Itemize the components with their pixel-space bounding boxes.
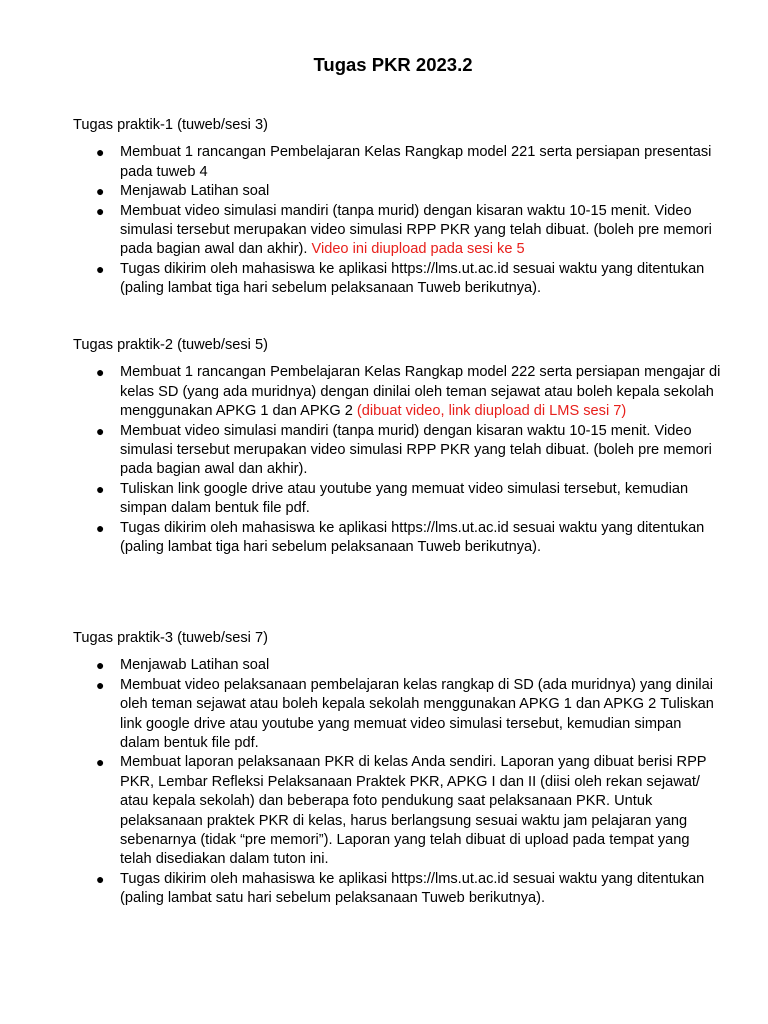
item-text: Membuat 1 rancangan Pembelajaran Kelas Rangkap model 222 serta persiapan mengajar di kelas SD (yang ada muridnya) dengan dinilai oleh teman sejawat atau boleh kepala sekolah menggunakan APKG 1 dan APKG 2 [120,364,721,420]
bullet-icon: ● [96,144,105,161]
list-item [73,656,723,675]
document-title: Tugas PKR 2023.2 [313,54,473,75]
list-item [73,480,723,519]
task-list [73,363,723,557]
bullet-icon: ● [96,657,105,674]
list-item [73,202,723,260]
item-text: Membuat laporan pelaksanaan PKR di kelas Anda sendiri. Laporan yang dibuat berisi RPP PKR, Lembar Refleksi Pelaksanaan Praktek PKR, APKG I dan II (diisi oleh rekan sejawat/ atau kepala sekolah) dan beberapa foto pendukung saat pelaksanaan PKR. Untuk pelaksanaan praktek PKR di kelas, harus berlangsung sesuai waktu jam pelajaran yang sebenarnya (tidak “pre memori”). Laporan yang telah dibuat di upload pada tempat yang telah disediakan dalam tuton ini. [120,754,707,868]
bullet-icon: ● [96,480,105,497]
item-highlight: Video ini diupload pada sesi ke 5 [311,241,525,258]
bullet-icon: ● [96,202,105,219]
section-heading: Tugas praktik-2 (tuweb/sesi 5) [73,337,268,353]
bullet-icon: ● [96,754,105,771]
item-text: Menjawab Latihan soal [120,657,270,674]
list-item [73,422,723,480]
item-text-continued: (paling lambat tiga hari sebelum pelaksanaan Tuweb berikutnya). [120,539,542,556]
section-heading: Tugas praktik-3 (tuweb/sesi 7) [73,630,268,646]
list-item [73,870,723,909]
item-text: Membuat video pelaksanaan pembelajaran kelas rangkap di SD (ada muridnya) yang dinilai oleh teman sejawat atau boleh kepala sekolah menggunakan APKG 1 dan APKG 2 Tuliskan link google drive atau youtube yang memuat video simulasi tersebut, kemudian simpan dalam bentuk file pdf. [120,676,714,752]
bullet-icon: ● [96,183,105,200]
bullet-icon: ● [96,364,105,381]
list-item [73,519,723,558]
task-list [73,143,723,298]
item-text: Tugas dikirim oleh mahasiswa ke aplikasi https://lms.ut.ac.id sesuai waktu yang ditentukan (paling lambat satu hari sebelum pelaksanaan Tuweb berikutnya). [120,870,705,907]
bullet-icon: ● [96,260,105,277]
list-item [73,363,723,421]
list-item [73,143,723,182]
item-text: Menjawab Latihan soal [120,183,270,200]
item-highlight: (dibuat video, link diupload di LMS sesi 7) [356,403,627,420]
list-item [73,260,723,299]
task-list [73,656,723,908]
item-text: Membuat video simulasi mandiri (tanpa murid) dengan kisaran waktu 10-15 menit. Video simulasi tersebut merupakan video simulasi RPP PKR yang telah dibuat. (boleh pre memori pada bagian awal dan akhir). [120,422,712,478]
section-praktik-2 [73,336,723,557]
bullet-icon: ● [96,519,105,536]
item-text: Membuat video simulasi mandiri (tanpa murid) dengan kisaran waktu 10-15 menit. Video simulasi tersebut merupakan video simulasi RPP PKR yang telah dibuat. (boleh pre memori pada bagian awal dan akhir). [120,202,712,258]
list-item [73,676,723,754]
item-text: Tuliskan link google drive atau youtube yang memuat video simulasi tersebut, kemudian simpan dalam bentuk file pdf. [120,480,689,517]
section-heading: Tugas praktik-1 (tuweb/sesi 3) [73,117,268,133]
item-text: Tugas dikirim oleh mahasiswa ke aplikasi https://lms.ut.ac.id sesuai waktu yang ditentukan (paling lambat tiga hari sebelum pelaksanaan Tuweb berikutnya). [120,260,705,297]
item-text: Membuat 1 rancangan Pembelajaran Kelas Rangkap model 221 serta persiapan presentasi pada tuweb 4 [120,144,712,180]
list-item [73,182,723,201]
section-praktik-1 [73,116,723,299]
bullet-icon: ● [96,422,105,439]
list-item [73,753,723,869]
bullet-icon: ● [96,870,105,887]
bullet-icon: ● [96,676,105,693]
item-text: Tugas dikirim oleh mahasiswa ke aplikasi https://lms.ut.ac.id sesuai waktu yang ditentukan [120,519,705,536]
section-praktik-3 [73,629,723,909]
